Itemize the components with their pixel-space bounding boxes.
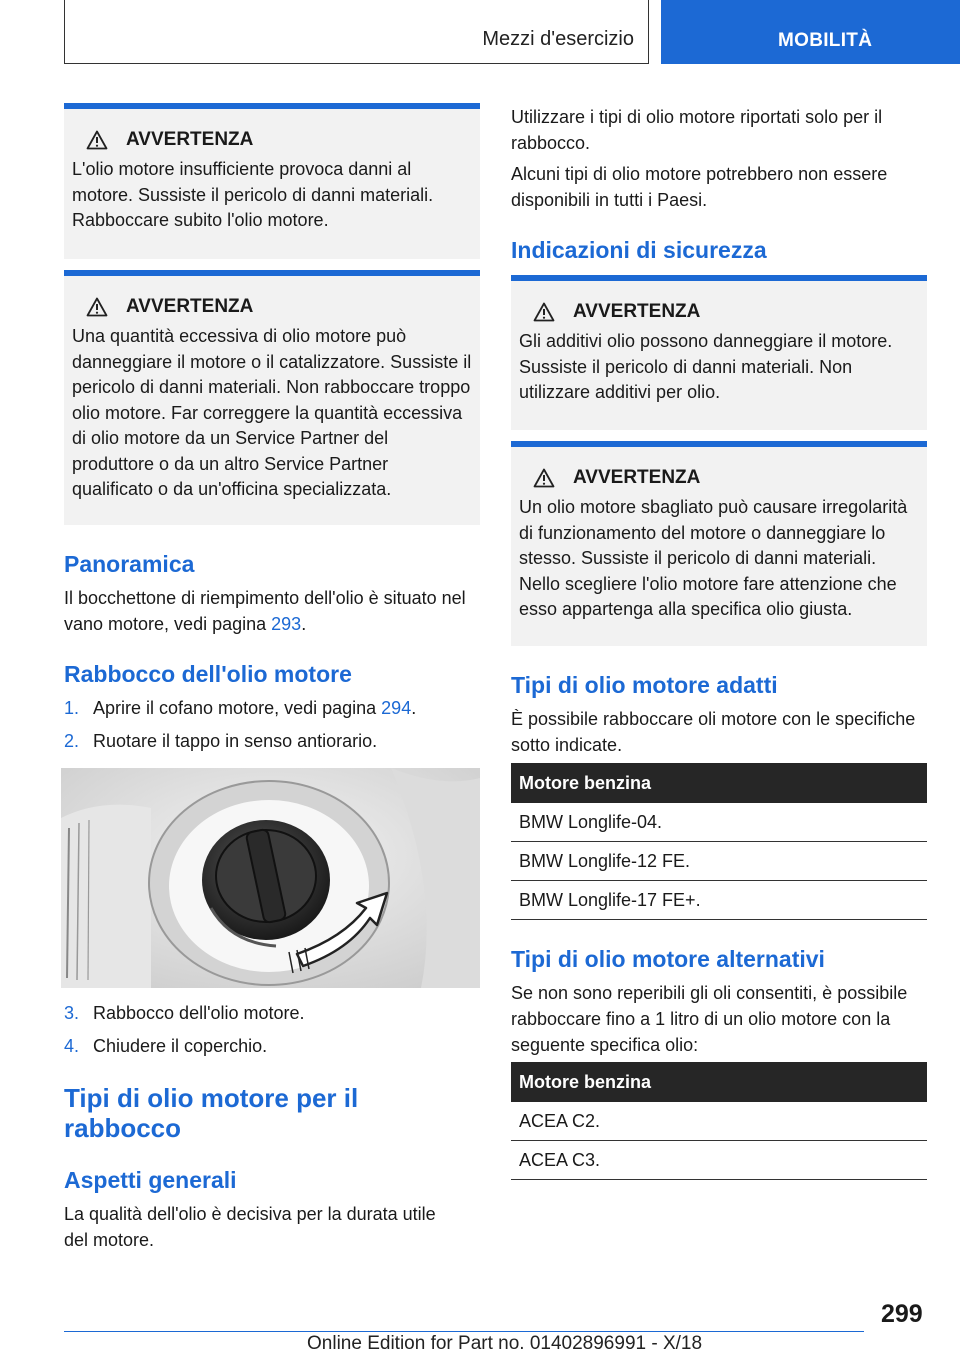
page-number: 299	[881, 1300, 923, 1328]
heading-tipi-rabbocco: Tipi di olio motore per il rabbocco	[64, 1083, 359, 1143]
step-item: 1. Aprire il cofano motore, vedi pagina 294.	[64, 698, 417, 718]
warning-box-3	[511, 275, 927, 430]
table-alternativi	[511, 1062, 927, 1180]
warning-triangle-icon	[533, 468, 555, 488]
adatti-text: È possibile rabboccare oli motore con le specifiche sotto indicate.	[511, 709, 916, 755]
step-item: 4. Chiudere il coperchio.	[64, 1036, 268, 1056]
heading-sicurezza: Indicazioni di sicurezza	[511, 237, 767, 263]
table-adatti	[511, 763, 927, 920]
alternativi-text: Se non sono reperibili gli oli consentiti, è possibile rabboccare fino a 1 litro di un olio motore con la seguente specifica olio:	[511, 983, 908, 1055]
warning-title: AVVERTENZA	[573, 467, 701, 488]
step-item: 3. Rabbocco dell'olio motore.	[64, 1003, 305, 1023]
warning-box-2	[64, 270, 480, 525]
warning-body: Una quantità eccessiva di olio motore può danneggiare il motore o il catalizzatore. Sussiste il pericolo di danni materiali. Non rabboccare troppo olio motore. Far correggere la quantità eccessiva di olio motore da un Service Partner del produttore o da un altro Service Partner qualificato o da un'officina specializzata.	[72, 326, 472, 499]
header-section-title: Mezzi d'esercizio	[482, 28, 634, 50]
table-row: BMW Longlife-17 FE+.	[511, 881, 927, 920]
header-chapter-title: MOBILITÀ	[778, 30, 873, 51]
warning-box-1	[64, 103, 480, 259]
heading-rabbocco: Rabbocco dell'olio motore	[64, 661, 352, 687]
warning-body: Gli additivi olio possono danneggiare il motore. Sussiste il pericolo di danni materiali. Non utilizzare additivi per olio.	[519, 331, 893, 402]
warning-title: AVVERTENZA	[126, 296, 254, 317]
step-item: 2. Ruotare il tappo in senso antiorario.	[64, 731, 378, 751]
table-row: ACEA C2.	[511, 1102, 927, 1141]
panoramica-text: Il bocchettone di riempimento dell'olio è situato nel vano motore, vedi pagina 293.	[64, 588, 466, 634]
heading-tipi-adatti: Tipi di olio motore adatti	[511, 672, 778, 698]
heading-panoramica: Panoramica	[64, 551, 195, 577]
heading-aspetti-generali: Aspetti generali	[64, 1167, 237, 1193]
oil-filler-cap-illustration	[61, 768, 480, 988]
aspetti-text: La qualità dell'olio è decisiva per la durata utile del motore.	[64, 1204, 436, 1250]
page-link[interactable]: 294	[381, 698, 412, 718]
warning-title: AVVERTENZA	[573, 301, 701, 322]
table-header: Motore benzina	[511, 1062, 927, 1102]
table-row: BMW Longlife-04.	[511, 803, 927, 842]
warning-triangle-icon	[533, 302, 555, 322]
footer-edition: Online Edition for Part no. 01402896991 - X/18	[307, 1333, 703, 1354]
warning-title: AVVERTENZA	[126, 129, 254, 150]
heading-tipi-alternativi: Tipi di olio motore alternativi	[511, 946, 825, 972]
intro-text-2: Alcuni tipi di olio motore potrebbero non essere disponibili in tutti i Paesi.	[511, 164, 888, 210]
table-row: BMW Longlife-12 FE.	[511, 842, 927, 881]
table-header: Motore benzina	[511, 763, 927, 803]
table-row: ACEA C3.	[511, 1141, 927, 1180]
header-section-box	[64, 0, 649, 64]
warning-body: Un olio motore sbagliato può causare irregolarità di funzionamento del motore o danneggiare lo stesso. Sussiste il pericolo di danni materiali. Nello scegliere l'olio motore fare attenzione che esso appartenga alla specifica olio giusta.	[519, 497, 908, 619]
header-chapter-box	[661, 0, 960, 64]
warning-triangle-icon	[86, 130, 108, 150]
warning-body: L'olio motore insufficiente provoca danni al motore. Sussiste il pericolo di danni materiali. Rabboccare subito l'olio motore.	[72, 159, 434, 230]
page-link[interactable]: 293	[271, 614, 302, 634]
warning-triangle-icon	[86, 297, 108, 317]
warning-box-4	[511, 441, 927, 646]
intro-text-1: Utilizzare i tipi di olio motore riportati solo per il rabbocco.	[511, 107, 883, 153]
footer-divider	[64, 1331, 864, 1332]
